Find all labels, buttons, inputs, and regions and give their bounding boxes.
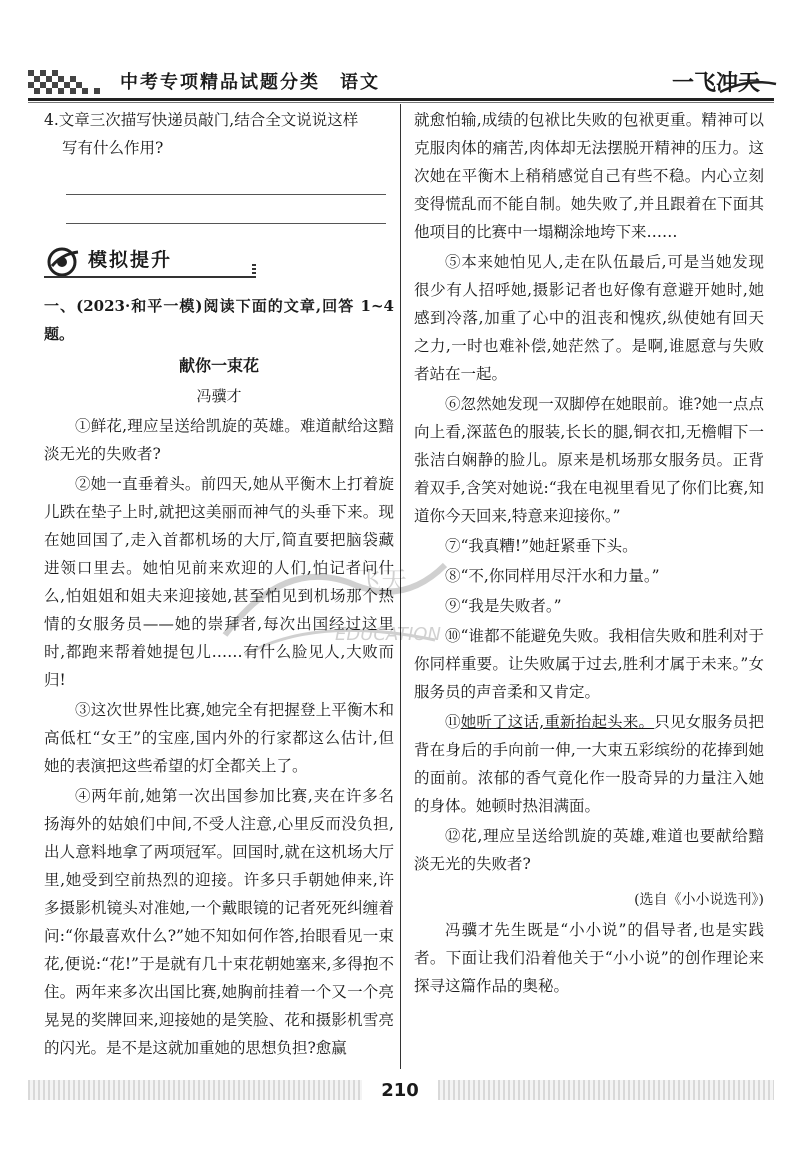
source-citation: (选自《小小说选刊》) (634, 892, 764, 908)
reading-instruction: 一、(2023·和平一模)阅读下面的文章,回答 1~4 题。 (44, 297, 394, 343)
paragraph-4-continued: 就愈怕输,成绩的包袱比失败的包袱更重。精神可以克服肉体的痛苦,肉体却无法摆脱开精神的压力。这次她在平衡木上稍稍感觉自己有些不稳。内心立刻变得慌乱而不能自制。她失败了,并且跟着在下面其他项目的比赛中一塌糊涂地垮下来…… (414, 111, 764, 241)
paragraph-7: ⑦“我真糟!”她赶紧垂下头。 (445, 537, 638, 555)
paragraph-9: ⑨“我是失败者。” (445, 597, 562, 615)
answer-line-2[interactable] (66, 223, 386, 224)
question-4-line1: 4.文章三次描写快递员敲门,结合全文说说这样 (44, 111, 359, 129)
paragraph-10: ⑩“谁都不能避免失败。我相信失败和胜利对于你同样重要。让失败属于过去,胜利才属于未来。”女服务员的声音柔和又肯定。 (414, 627, 764, 701)
brand-logo: 一飞冲天 (671, 71, 760, 96)
paragraph-12: ⑫花,理应呈送给凯旋的英雄,难道也要献给黯淡无光的失败者? (414, 827, 764, 873)
left-column (44, 106, 394, 1064)
underlined-sentence: 她听了这话,重新抬起头来。 (460, 713, 655, 731)
question-4-line2: 写有什么作用? (62, 139, 164, 157)
paragraph-6: ⑥忽然她发现一双脚停在她眼前。谁?她一点点向上看,深蓝色的服装,长长的腿,铜衣扣,无檐帽下一张洁白娴静的脸儿。原来是机场那女服务员。正背着双手,含笑对她说:“我在电视里看见了你们比赛,知道你今天回来,特意来迎接你。” (414, 395, 764, 525)
page-header (28, 62, 778, 96)
paragraph-11 (414, 708, 764, 820)
paragraph-3: ③这次世界性比赛,她完全有把握登上平衡木和高低杠“女王”的宝座,国内外的行家都这么估计,但她的表演把这些希望的灯全都关上了。 (44, 701, 394, 775)
right-column (414, 106, 764, 1002)
section-underline (44, 276, 254, 278)
paragraph-4: ④两年前,她第一次出国参加比赛,夹在许多名扬海外的姑娘们中间,不受人注意,心里反而没负担,出人意料地拿了两项冠军。回国时,就在这机场大厅里,她受到空前热烈的迎接。许多只手朝她伸来,许多摄影机镜头对准她,一个戴眼镜的记者死死纠缠着问:“你最喜欢什么?”她不知如何作答,抬眼看见一束花,便说:“花!”于是就有几十束花朝她塞来,多得抱不住。两年来多次出国比赛,她胸前挂着一个又一个亮晃晃的奖牌回来,迎接她的是笑脸、花和摄影机雪亮的闪光。是不是这就加重她的思想负担?愈赢 (44, 787, 394, 1057)
section-banner (44, 242, 394, 284)
watermark-subtext: EDUCATION (335, 624, 441, 645)
paragraph-5: ⑤本来她怕见人,走在队伍最后,可是当她发现很少有人招呼她,摄影记者也好像有意避开她时,她感到冷落,加重了心中的沮丧和愧疚,纵使她有回天之力,一时也难补偿,她茫然了。是啊,谁愿意与失败者站在一起。 (414, 253, 764, 383)
checker-pattern-icon (28, 70, 100, 94)
brand-swoosh-icon (718, 80, 778, 94)
commentary: 冯骥才先生既是“小小说”的倡导者,也是实践者。下面让我们沿着他关于“小小说”的创作理论来探寻这篇作品的奥秘。 (414, 921, 764, 995)
section-title: 模拟提升 (88, 249, 173, 271)
header-rule-thin (28, 102, 774, 103)
paragraph-1: ①鲜花,理应呈送给凯旋的英雄。难道献给这黯淡无光的失败者? (44, 417, 394, 463)
swirl-icon (44, 244, 84, 276)
article-title: 献你一束花 (178, 356, 259, 375)
article-author: 冯骥才 (196, 387, 242, 405)
header-title: 中考专项精品试题分类 语文 (120, 72, 380, 93)
paragraph-2: ②她一直垂着头。前四天,她从平衡木上打着旋儿跌在垫子上时,就把这美丽而神气的头垂下来。现在她回国了,走入首都机场的大厅,简直要把脑袋藏进领口里去。她怕见前来欢迎的人们,怕记者问什么,怕姐姐和姐夫来迎接她,甚至怕见到机场那个热情的女服务员——她的崇拜者,每次出国经过这里时,都跑来帮着她提包儿……有什么脸见人,大败而归! (44, 475, 394, 689)
paragraph-11-rest: 只见女服务员把背在身后的手向前一伸,一大束五彩缤纷的花捧到她的面前。浓郁的香气竟化作一股奇异的力量注入她的身体。她顿时热泪满面。 (414, 713, 764, 815)
paragraph-8: ⑧“不,你同样用尽汗水和力量。” (445, 567, 660, 585)
section-tail (252, 264, 256, 278)
page-number: 210 (362, 1076, 438, 1106)
paragraph-11-number: ⑪ (445, 713, 461, 731)
header-rule (28, 98, 774, 101)
watermark-text: 飞天 (355, 567, 408, 597)
question-4 (44, 106, 394, 162)
answer-line-1[interactable] (66, 194, 386, 195)
